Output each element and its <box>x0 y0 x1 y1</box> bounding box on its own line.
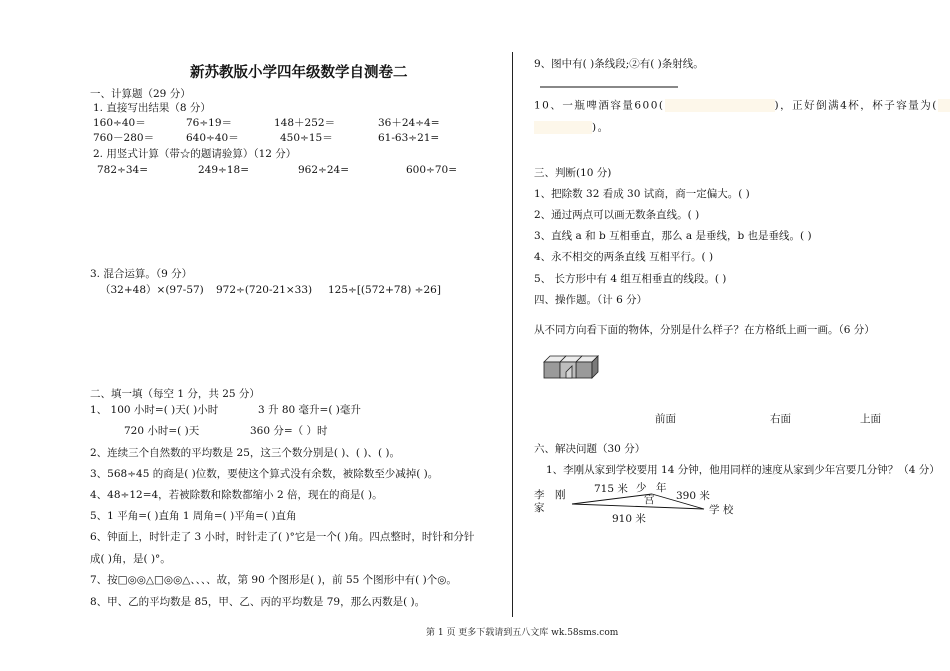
judge-4: 4、永不相交的两条直线 互相平行。( ) <box>534 251 714 263</box>
judge-2: 2、通过两点可以画无数条直线。( ) <box>534 209 700 221</box>
section-6-heading: 六、解决问题（30 分） <box>534 443 646 455</box>
q2-c4: 600÷70= <box>406 164 457 176</box>
q3-c2: 972÷(720-21×33) <box>216 284 313 296</box>
section-1-heading: 一、计算题（29 分） <box>90 88 191 100</box>
palace-label-nian: 年 <box>656 482 667 494</box>
q10-part-c: )。 <box>592 121 610 134</box>
q3-c1: （32+48）×(97-57) <box>100 284 204 296</box>
q9-text: 9、图中有( )条线段;②有( )条射线。 <box>534 58 704 70</box>
q1-r1-c2: 76÷19＝ <box>186 117 233 129</box>
view-right-label: 右面 <box>770 413 791 425</box>
q2-c3: 962÷24= <box>298 164 349 176</box>
q3-c3: 125÷[(572+78) ÷26] <box>328 284 441 296</box>
judge-3: 3、直线 a 和 b 互相垂直，那么 a 是垂线，b 也是垂线。( ) <box>534 230 812 242</box>
page-title: 新苏教版小学四年级数学自测卷二 <box>190 64 408 81</box>
problem-1-text: 1、李刚从家到学校要用 14 分钟，他用同样的速度从家到少年宫要几分钟？（4 分） <box>546 464 940 476</box>
q1-heading: 1. 直接写出结果（8 分） <box>93 102 211 114</box>
distance-home-school: 910 米 <box>612 513 646 525</box>
fill-6b: 成( )角，是( )°。 <box>90 553 171 565</box>
fill-6a: 6、钟面上，时针走了 3 小时，时针走了( )°它是一个( )角。四点整时，时针和分针 <box>90 531 475 543</box>
fill-1b: 3 升 80 毫升=( )毫升 <box>258 404 361 416</box>
q2-c1: 782÷34= <box>97 164 148 176</box>
fill-8: 8、甲、乙的平均数是 85，甲、乙、丙的平均数是 79，那么丙数是( )。 <box>90 596 426 608</box>
fill-1c: 720 小时=( )天 <box>124 425 200 437</box>
section-3-heading: 三、判断(10 分) <box>534 167 612 179</box>
q10-blank-2[interactable] <box>938 99 950 112</box>
distance-palace-school: 390 米 <box>676 490 710 502</box>
home-label-gang: 刚 <box>555 489 566 501</box>
judge-1: 1、把除数 32 看成 30 试商，商一定偏大。( ) <box>534 188 750 200</box>
view-front-label: 前面 <box>655 413 676 425</box>
q10-blank-1[interactable] <box>665 99 775 112</box>
q1-r1-c1: 160÷40＝ <box>93 117 146 129</box>
q10-part-b: )，正好倒满4杯，杯子容量为( <box>774 99 938 112</box>
distance-home-palace: 715 米 <box>594 483 628 495</box>
q1-r2-c4: 61-63÷21= <box>378 132 440 144</box>
fill-7: 7、按□◎◎△□◎◎△、、、、故，第 90 个图形是( )，前 55 个图形中有( )个◎。 <box>90 574 457 586</box>
view-top-label: 上面 <box>860 413 881 425</box>
palace-label-shao: 少 <box>636 482 647 494</box>
home-label-li: 李 <box>534 489 545 501</box>
fill-1a: 1、 100 小时=( )天( )小时 <box>90 404 219 416</box>
section-4-heading: 四、操作题。（计 6 分） <box>534 294 648 306</box>
q10-line1 <box>534 99 950 112</box>
q2-heading: 2. 用竖式计算（带☆的题请验算）（12 分） <box>93 148 297 160</box>
q1-r2-c1: 760－280＝ <box>93 132 155 144</box>
school-label: 学 校 <box>709 504 734 516</box>
route-home-school <box>572 504 704 509</box>
q2-c2: 249÷18= <box>198 164 249 176</box>
q10-part-a: 10、一瓶啤酒容量600( <box>534 99 665 112</box>
q1-r2-c3: 450÷15＝ <box>280 132 333 144</box>
q3-heading: 3. 混合运算。（9 分） <box>90 268 193 280</box>
operation-text: 从不同方向看下面的物体，分别是什么样子？在方格纸上画一画。（6 分） <box>534 324 875 336</box>
q9-line-figure <box>538 84 680 90</box>
q1-r1-c4: 36＋24÷4= <box>378 117 440 129</box>
q10-line2 <box>534 121 610 134</box>
palace-label-gong: 宫 <box>644 494 655 506</box>
fill-4: 4、48÷12=4，若被除数和除数都缩小 2 倍，现在的商是( )。 <box>90 489 383 501</box>
judge-5: 5、 长方形中有 4 组互相垂直的线段。( ) <box>534 273 727 285</box>
home-label-jia: 家 <box>534 502 545 514</box>
q1-r1-c3: 148＋252＝ <box>274 117 336 129</box>
cubes-figure <box>542 352 608 384</box>
fill-1d: 360 分=（ ）时 <box>250 425 328 437</box>
page-footer: 第 1 页 更多下载请到五八文库 wk.58sms.com <box>426 628 619 638</box>
fill-3: 3、568÷45 的商是( )位数，要使这个算式没有余数，被除数至少减掉( )。 <box>90 468 439 480</box>
fill-5: 5、1 平角=( )直角 1 周角=( )平角=( )直角 <box>90 510 297 522</box>
q10-blank-2-cont[interactable] <box>534 121 592 134</box>
fill-2: 2、连续三个自然数的平均数是 25，这三个数分别是( )、( )、( )。 <box>90 447 400 459</box>
section-2-heading: 二、填一填（每空 1 分，共 25 分） <box>90 388 260 400</box>
column-divider <box>512 52 513 617</box>
q1-r2-c2: 640÷40＝ <box>186 132 239 144</box>
